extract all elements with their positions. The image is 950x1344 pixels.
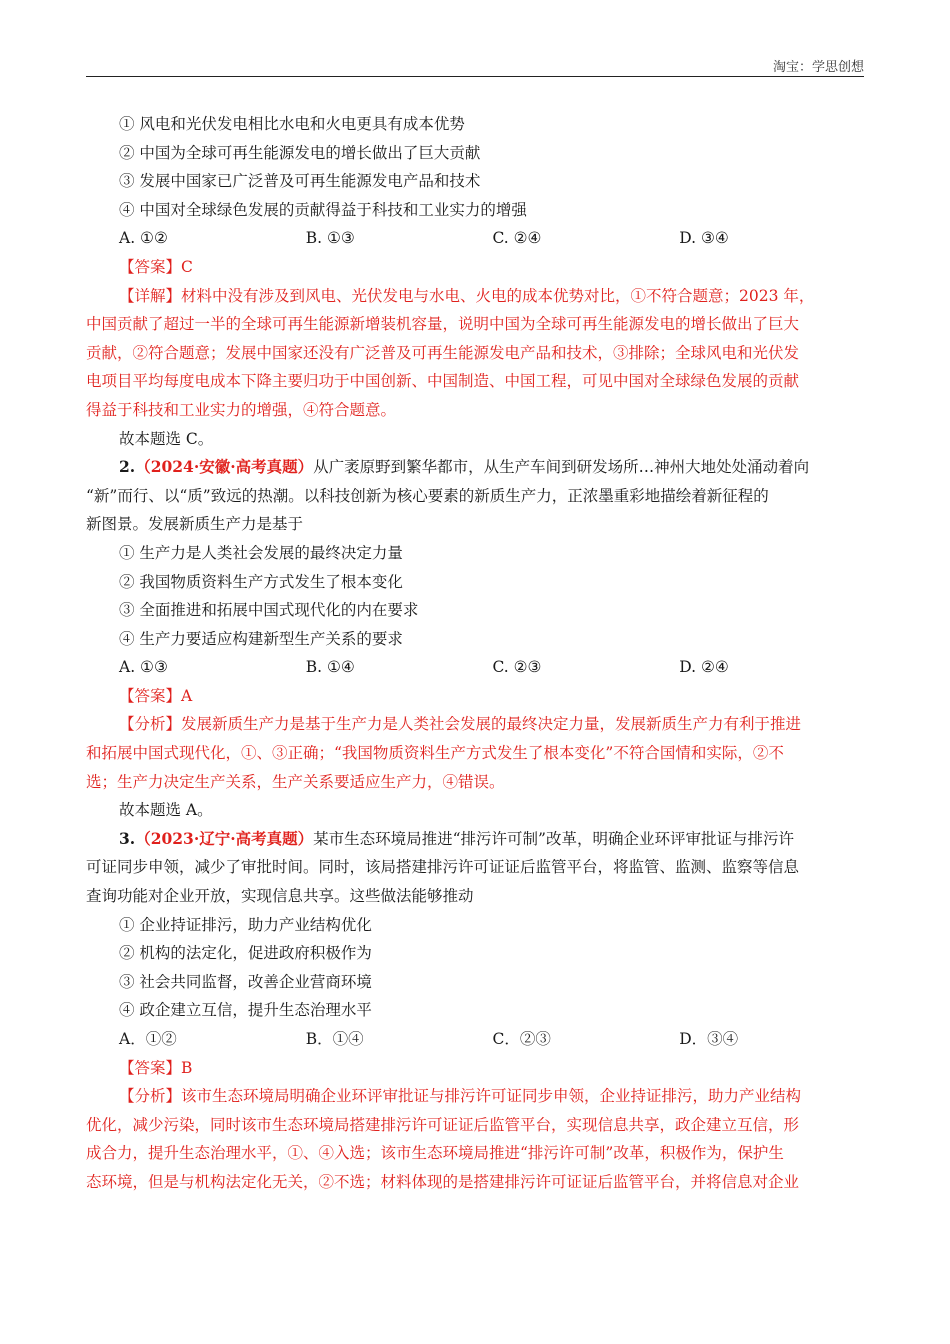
q2-statement: ② 我国物质资料生产方式发生了根本变化 — [119, 572, 403, 591]
q1-explanation — [86, 282, 866, 425]
q3-number: 3. — [119, 828, 136, 848]
q1-option-b: B. ①③ — [305, 229, 355, 248]
q2-answer: 【答案】A — [119, 686, 193, 705]
q2-conclusion: 故本题选 A。 — [119, 801, 213, 820]
q3-stem-line: 可证同步申领，减少了审批时间。同时，该局搭建排污许可证证后监管平台，将监管、监测、监察等信息 — [86, 858, 800, 877]
q3-analysis-line: 优化，减少污染，同时该市生态环境局搭建排污许可证证后监管平台，实现信息共享，政企建立互信，形 — [86, 1115, 800, 1134]
q2-statement: ④ 生产力要适应构建新型生产关系的要求 — [119, 629, 403, 648]
q2-option-c: C. ②③ — [492, 658, 542, 677]
q1-conclusion: 故本题选 C。 — [119, 429, 214, 448]
q3-stem — [86, 825, 866, 911]
q2-statements — [86, 539, 866, 653]
q1-explanation-line: 电项目平均每度电成本下降主要归功于中国创新、中国制造、中国工程，可见中国对全球绿色发展的贡献 — [86, 372, 800, 391]
q3-statement: ① 企业持证排污，助力产业结构优化 — [119, 915, 372, 934]
q3-answer: 【答案】B — [119, 1058, 193, 1077]
content — [86, 110, 866, 1197]
q2-number: 2. — [119, 457, 136, 477]
q1-statement: ④ 中国对全球绿色发展的贡献得益于科技和工业实力的增强 — [119, 200, 527, 219]
q1-statement: ② 中国为全球可再生能源发电的增长做出了巨大贡献 — [119, 143, 481, 162]
q3-statement: ④ 政企建立互信，提升生态治理水平 — [119, 1001, 372, 1020]
q3-option-d: D．③④ — [679, 1030, 739, 1048]
q2-statement: ① 生产力是人类社会发展的最终决定力量 — [119, 543, 403, 562]
q1-explanation-line: 贡献，②符合题意；发展中国家还没有广泛普及可再生能源发电产品和技术，③排除；全球风电和光伏发 — [86, 343, 800, 362]
q2-analysis-line: 选；生产力决定生产关系，生产关系要适应生产力，④错误。 — [86, 772, 505, 791]
q2-option-d: D. ②④ — [679, 658, 729, 677]
q2-source: （2024·安徽·高考真题） — [135, 457, 314, 477]
q3-statements — [86, 911, 866, 1025]
q3-source: （2023·辽宁·高考真题） — [135, 828, 314, 848]
q1-explanation-line: 中国贡献了超过一半的全球可再生能源新增装机容量，说明中国为全球可再生能源发电的增长做出了巨大 — [86, 315, 800, 334]
q2-analysis-line: 【分析】发展新质生产力是基于生产力是人类社会发展的最终决定力量，发展新质生产力有利于推进 — [119, 715, 802, 734]
q3-option-a: A．①② — [119, 1030, 177, 1048]
q2-statement: ③ 全面推进和拓展中国式现代化的内在要求 — [119, 601, 419, 620]
q3-stem-line: 查询功能对企业开放，实现信息共享。这些做法能够推动 — [86, 887, 474, 906]
q3-analysis-line: 成合力，提升生态治理水平，①、④入选；该市生态环境局推进“排污许可制”改革，积极作为，保护生 — [86, 1144, 784, 1163]
q3-option-b: B．①④ — [305, 1030, 364, 1048]
q2-options — [86, 653, 866, 682]
q3-statement: ② 机构的法定化，促进政府积极作为 — [119, 944, 372, 963]
page-header — [86, 56, 864, 77]
q1-explanation-line: 得益于科技和工业实力的增强，④符合题意。 — [86, 400, 397, 419]
q2-analysis — [86, 710, 866, 796]
q2-option-a: A. ①③ — [119, 658, 168, 677]
q1-option-c: C. ②④ — [492, 229, 542, 248]
q2-stem-text: 从广袤原野到繁华都市，从生产车间到研发场所…神州大地处处涌动着向 — [313, 458, 810, 477]
q3-analysis — [86, 1082, 866, 1196]
q2-analysis-line: 和拓展中国式现代化，①、③正确；“我国物质资料生产方式发生了根本变化”不符合国情和实际，②不 — [86, 744, 784, 763]
q3-analysis-line: 【分析】该市生态环境局明确企业环评审批证与排污许可证同步申领，企业持证排污，助力产业结构 — [119, 1087, 802, 1106]
q3-statement: ③ 社会共同监督，改善企业营商环境 — [119, 972, 372, 991]
q3-stem-line — [86, 825, 866, 854]
q1-statement: ① 风电和光伏发电相比水电和火电更具有成本优势 — [119, 115, 465, 133]
q2-stem-line: 新图景。发展新质生产力是基于 — [86, 515, 304, 534]
q1-options — [86, 224, 866, 253]
q1-option-a: A. ①② — [119, 229, 168, 248]
q3-stem-text: 某市生态环境局推进“排污许可制”改革，明确企业环评审批证与排污许 — [313, 829, 794, 848]
q1-option-d: D. ③④ — [679, 229, 729, 248]
q2-stem-line: “新”而行、以“质”致远的热潮。以科技创新为核心要素的新质生产力，正浓墨重彩地描绘着新征程的 — [86, 486, 769, 505]
q1-statements — [86, 110, 866, 224]
q1-explanation-line: 【详解】材料中没有涉及到风电、光伏发电与水电、火电的成本优势对比，①不符合题意；2023 年， — [119, 286, 815, 305]
q3-options — [86, 1025, 866, 1054]
q2-option-b: B. ①④ — [305, 658, 355, 677]
q1-answer: 【答案】C — [119, 257, 193, 276]
q3-analysis-line: 态环境，但是与机构法定化无关，②不选；材料体现的是搭建排污许可证证后监管平台，并将信息对企业 — [86, 1172, 800, 1191]
q2-stem — [86, 453, 866, 539]
q2-stem-line — [86, 453, 866, 482]
q3-option-c: C．②③ — [492, 1030, 551, 1048]
q1-statement: ③ 发展中国家已广泛普及可再生能源发电产品和技术 — [119, 172, 481, 191]
header-text: 淘宝：学思创想 — [772, 60, 864, 75]
